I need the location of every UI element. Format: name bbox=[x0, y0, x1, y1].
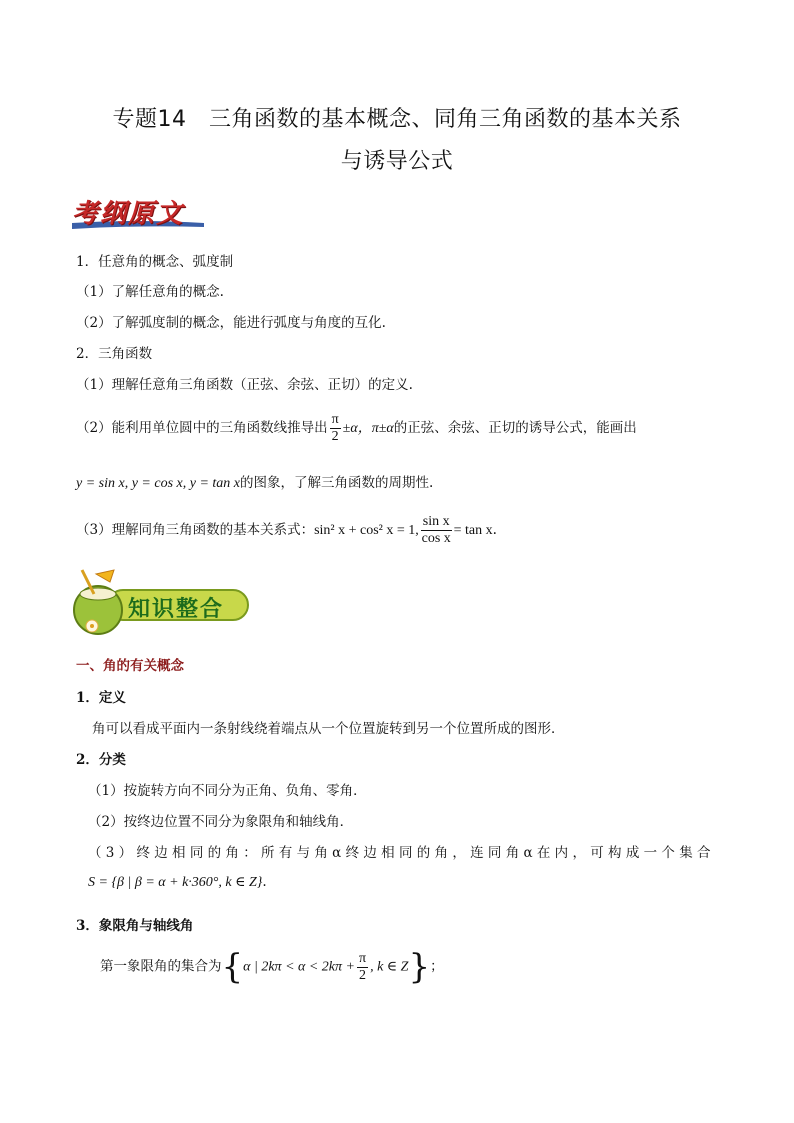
coterminal-set-math: S = {β | β = α + k·360°, k ∈ Z} bbox=[88, 875, 263, 890]
knowledge-banner bbox=[68, 568, 258, 638]
syllabus-item-2-2-pre: （2）能利用单位圆中的三角函数线推导出 bbox=[76, 420, 328, 436]
fraction-numerator: sin x bbox=[422, 514, 450, 529]
syllabus-item-2-3-end: . bbox=[492, 522, 497, 538]
fraction-numerator: π bbox=[358, 950, 367, 966]
syllabus-item-1-2: （2）了解弧度制的概念，能进行弧度与角度的互化. bbox=[76, 315, 386, 331]
syllabus-item-1-1: （1）了解任意角的概念. bbox=[76, 284, 224, 300]
syllabus-item-2-2-post: 的正弦、余弦、正切的诱导公式，能画出 bbox=[393, 420, 637, 436]
subheading-classification: 2．分类 bbox=[76, 752, 126, 768]
syllabus-item-2-2-cont bbox=[76, 471, 433, 492]
page-title: 专题14 三角函数的基本概念、同角三角函数的基本关系 bbox=[112, 107, 682, 132]
syllabus-item-2-3 bbox=[76, 514, 497, 547]
knowledge-banner-text: 知识整合 bbox=[128, 597, 225, 622]
fraction-denominator: 2 bbox=[331, 429, 339, 444]
page-subtitle: 与诱导公式 bbox=[340, 149, 454, 174]
function-list-math: y = sin x, y = cos x, y = tan x bbox=[76, 476, 241, 491]
syllabus-item-2-2-cont-text: 的图象，了解三角函数的周期性. bbox=[240, 475, 434, 491]
pi-over-2-fraction bbox=[357, 951, 368, 984]
syllabus-item-2-2 bbox=[76, 412, 637, 445]
subheading-quadrant-angles: 3．象限角与轴线角 bbox=[76, 918, 194, 934]
syllabus-item-2: 2．三角函数 bbox=[76, 346, 153, 362]
classification-1: （1）按旋转方向不同分为正角、负角、零角． bbox=[88, 783, 367, 799]
first-quadrant-set-b: , k ∈ Z bbox=[370, 959, 409, 975]
syllabus-banner bbox=[68, 193, 208, 231]
plus-minus-alpha: ±α， bbox=[342, 421, 372, 436]
pi-over-2-fraction bbox=[330, 412, 341, 445]
pythagorean-identity: sin² x + cos² x = 1, bbox=[314, 523, 419, 538]
tan-identity: = tan x bbox=[453, 523, 493, 538]
pi-plus-minus-alpha: π±α bbox=[371, 421, 394, 436]
first-quadrant-label: 第一象限角的集合为 bbox=[100, 958, 222, 975]
subheading-definition: 1．定义 bbox=[76, 690, 126, 706]
first-quadrant-end: ； bbox=[430, 958, 444, 975]
definition-text: 角可以看成平面内一条射线绕着端点从一个位置旋转到另一个位置所成的图形． bbox=[92, 721, 565, 737]
classification-2: （2）按终边位置不同分为象限角和轴线角． bbox=[88, 814, 354, 830]
classification-3: （ 3 ） 终 边 相 同 的 角 ： 所 有 与 角 α 终 边 相 同 的 角 ， 连 同 角 α 在 内 ， 可 构 成 一 个 集 合 bbox=[88, 845, 711, 861]
first-quadrant-set bbox=[100, 947, 444, 987]
left-brace-icon: { bbox=[221, 947, 244, 987]
fraction-denominator: 2 bbox=[359, 967, 367, 983]
syllabus-item-1: 1．任意角的概念、弧度制 bbox=[76, 254, 234, 270]
syllabus-banner-text: 考纲原文 bbox=[72, 199, 185, 229]
coterminal-set-end: . bbox=[262, 874, 267, 890]
syllabus-item-2-3-pre: （3）理解同角三角函数的基本关系式： bbox=[76, 522, 315, 538]
fraction-numerator: π bbox=[331, 412, 339, 427]
section-heading-1: 一、角的有关概念 bbox=[76, 658, 184, 674]
right-brace-icon: } bbox=[408, 947, 431, 987]
syllabus-item-2-1: （1）理解任意角三角函数（正弦、余弦、正切）的定义. bbox=[76, 377, 413, 393]
fraction-denominator: cos x bbox=[421, 531, 451, 546]
first-quadrant-set-a: α | 2kπ < α < 2kπ + bbox=[243, 959, 355, 975]
sin-over-cos-fraction bbox=[421, 514, 452, 547]
coterminal-set bbox=[88, 874, 267, 891]
